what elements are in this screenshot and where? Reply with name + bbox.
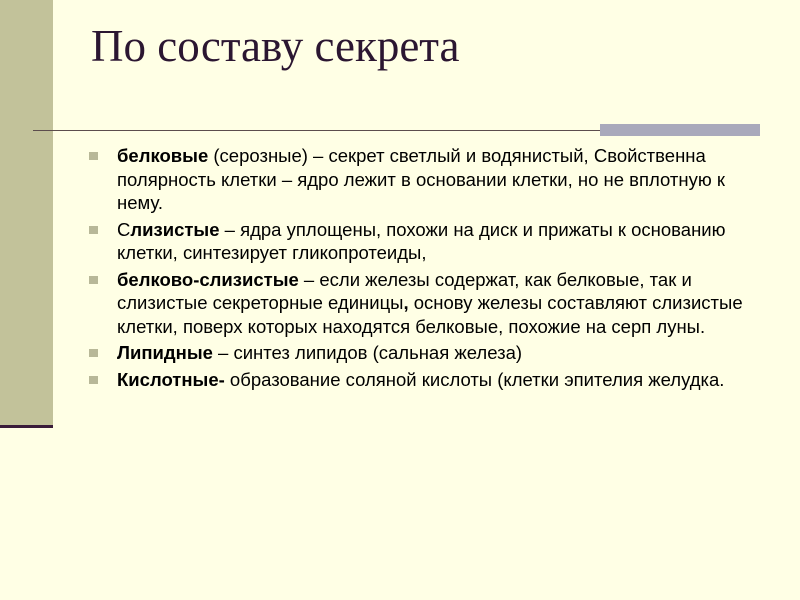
bullet-text: – синтез липидов (сальная железа)	[212, 342, 523, 363]
bullet-item-mucous	[86, 218, 766, 265]
bullet-bold-comma: ,	[403, 292, 409, 313]
bullet-item-serous	[86, 144, 766, 215]
bullet-text: – если железы содержат, как белковые, так и слизистые секреторные единицы	[117, 268, 692, 313]
slide-title: По составу секрета	[91, 21, 460, 71]
square-bullet-icon	[89, 226, 98, 234]
bullet-text: – ядра уплощены, похожи на диск и прижаты к основанию клетки, синтезирует гликопротеиды,	[117, 218, 726, 263]
bullet-term: лизистые	[130, 218, 220, 240]
bullet-term: белково-слизистые	[117, 268, 299, 290]
left-band-underline	[0, 425, 53, 428]
title-divider-accent	[600, 124, 760, 136]
bullet-item-acid	[86, 368, 766, 392]
bullet-term-prefix: С	[117, 218, 131, 240]
left-decorative-band	[0, 0, 53, 425]
bullet-item-seromucous	[86, 268, 766, 339]
bullet-item-lipid	[86, 341, 766, 365]
bullet-term: белковые	[117, 145, 209, 166]
bullet-text: образование соляной кислоты (клетки эпителия желудка.	[224, 368, 725, 390]
bullet-list	[86, 144, 766, 394]
bullet-term: Липидные	[117, 342, 213, 363]
bullet-text-continued: основу железы составляют слизистые клетки, поверх которых находятся белковые, похожие на серп луны.	[117, 292, 743, 337]
square-bullet-icon	[89, 349, 98, 357]
square-bullet-icon	[89, 376, 98, 384]
square-bullet-icon	[89, 152, 98, 160]
square-bullet-icon	[89, 276, 98, 284]
bullet-term: Кислотные-	[117, 368, 225, 390]
bullet-text: (серозные) – секрет светлый и водянистый, Свойственна полярность клетки – ядро лежит в основании клетки, но не вплотную к нему.	[117, 145, 725, 213]
